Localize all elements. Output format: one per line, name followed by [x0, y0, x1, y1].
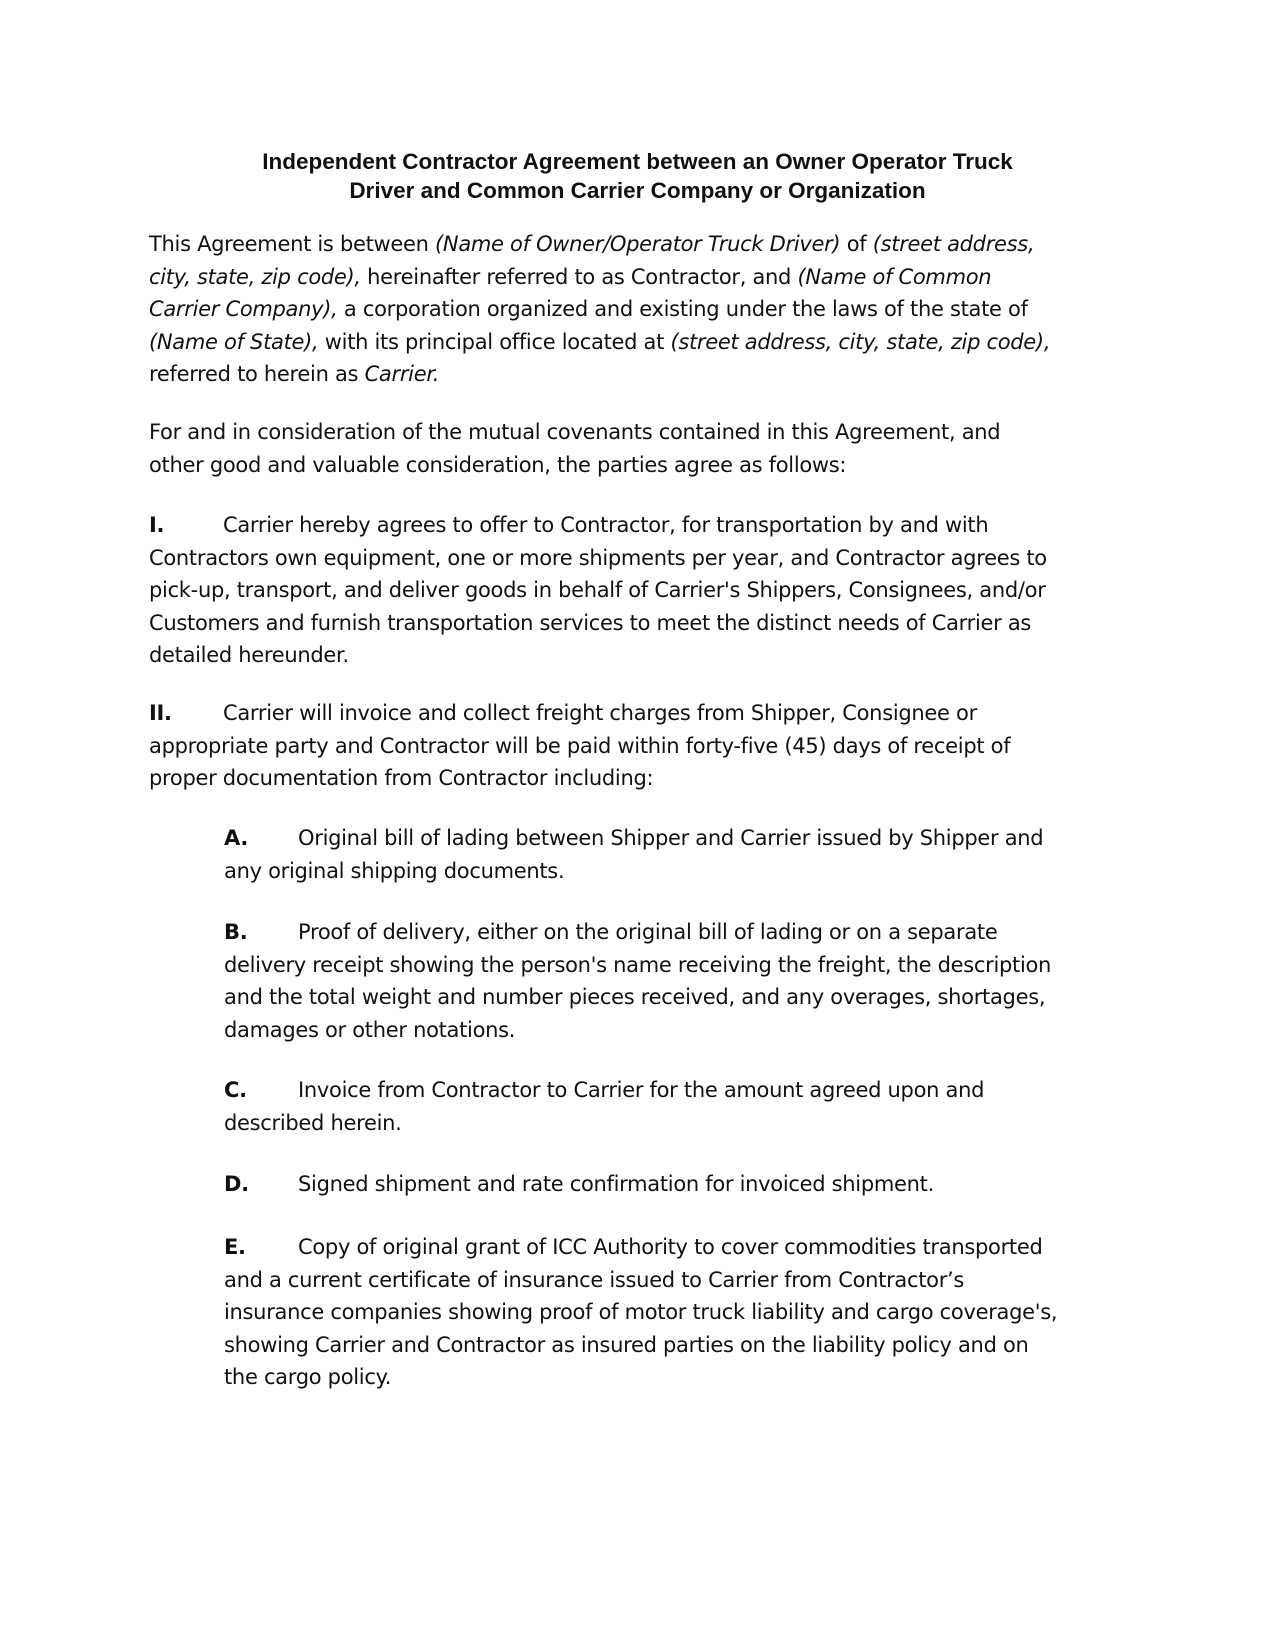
item-text: damages or other notations. [224, 1017, 516, 1042]
placeholder-carrier-name: (Name of Common [797, 264, 992, 289]
item-letter: C. [224, 1078, 247, 1102]
intro-text: This Agreement is between [149, 232, 436, 256]
item-a [224, 822, 1124, 887]
defined-term-carrier: Carrier. [364, 362, 440, 386]
item-d [224, 1168, 1124, 1201]
section-text: Contractors own equipment, one or more shipments per year, and Contractor agrees to [149, 545, 1047, 570]
placeholder-state-name: (Name of State), [149, 329, 319, 354]
item-text: Original bill of lading between Shipper and Carrier issued by Shipper and [298, 826, 1044, 850]
section-text: Carrier hereby agrees to offer to Contractor, for transportation by and with [223, 513, 989, 537]
intro-text: hereinafter referred to as Contractor, and [360, 264, 798, 289]
placeholder-street-address: (street address, [872, 232, 1035, 256]
item-letter: D. [224, 1172, 249, 1196]
intro-text: of [840, 232, 873, 256]
item-text: the cargo policy. [224, 1365, 392, 1389]
intro-text: a corporation organized and existing under the laws of the state of [337, 297, 1028, 321]
item-text: and a current certificate of insurance issued to Carrier from Contractor’s [224, 1267, 965, 1292]
item-b [224, 916, 1124, 1046]
placeholder-office-address: (street address, city, state, zip code), [670, 329, 1051, 354]
item-letter: B. [224, 920, 248, 944]
item-text: and the total weight and number pieces received, and any overages, shortages, [224, 985, 1046, 1009]
item-text: described herein. [224, 1110, 402, 1135]
item-text: insurance companies showing proof of motor truck liability and cargo coverage's, [224, 1300, 1058, 1324]
item-letter: A. [224, 826, 249, 850]
item-text: any original shipping documents. [224, 858, 565, 883]
item-text: Proof of delivery, either on the original bill of lading or on a separate [298, 920, 998, 944]
item-text: delivery receipt showing the person's name receiving the freight, the description [224, 952, 1052, 977]
section-text: pick-up, transport, and deliver goods in behalf of Carrier's Shippers, Consignees, and/or [149, 578, 1046, 602]
consideration-paragraph [149, 416, 1134, 481]
item-c [224, 1074, 1124, 1139]
section-text: proper documentation from Contractor including: [149, 766, 654, 790]
section-text: Customers and furnish transportation services to meet the distinct needs of Carrier as [149, 610, 1032, 635]
section-number: II. [149, 701, 172, 725]
item-text: Copy of original grant of ICC Authority to cover commodities transported [298, 1235, 1043, 1259]
intro-text: referred to herein as [149, 362, 365, 386]
item-text: showing Carrier and Contractor as insured parties on the liability policy and on [224, 1332, 1029, 1357]
section-text: appropriate party and Contractor will be paid within forty-five (45) days of receipt of [149, 733, 1011, 758]
title-line-1: Independent Contractor Agreement between an Owner Operator Truck [262, 149, 1013, 174]
consideration-line: For and in consideration of the mutual covenants contained in this Agreement, and [149, 420, 1001, 444]
item-text: Invoice from Contractor to Carrier for the amount agreed upon and [298, 1078, 985, 1102]
section-1 [149, 509, 1134, 672]
section-text: Carrier will invoice and collect freight charges from Shipper, Consignee or [223, 701, 977, 725]
document-title [0, 147, 1275, 205]
placeholder-city-state-zip: city, state, zip code), [149, 264, 361, 289]
item-e [224, 1231, 1124, 1394]
item-text: Signed shipment and rate confirmation for invoiced shipment. [298, 1172, 934, 1196]
item-letter: E. [224, 1235, 246, 1259]
placeholder-carrier-name: Carrier Company), [149, 297, 338, 321]
title-line-2: Driver and Common Carrier Company or Organization [349, 178, 926, 203]
section-text: detailed hereunder. [149, 643, 349, 667]
section-number: I. [149, 513, 165, 537]
intro-text: with its principal office located at [318, 329, 671, 354]
consideration-line: other good and valuable consideration, the parties agree as follows: [149, 452, 847, 477]
placeholder-owner-name: (Name of Owner/Operator Truck Driver) [435, 232, 841, 256]
intro-paragraph [149, 228, 1134, 391]
section-2 [149, 697, 1134, 795]
